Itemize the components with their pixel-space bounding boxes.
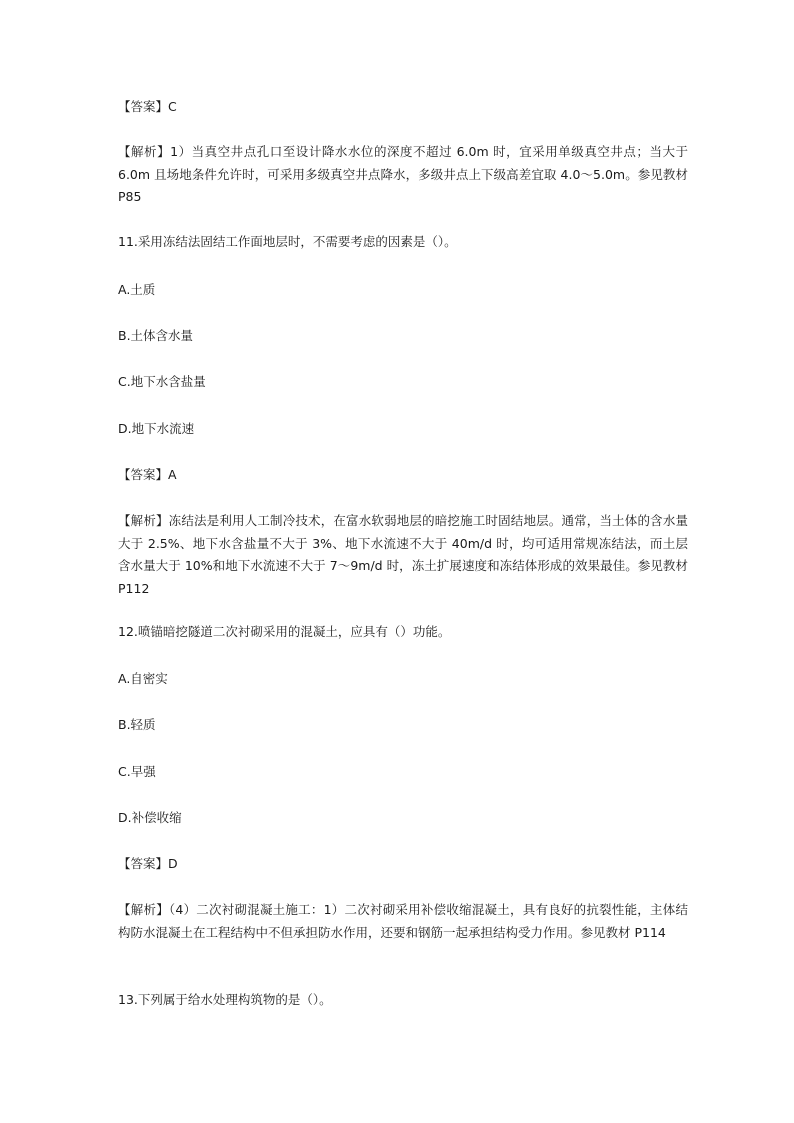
q11-option-c: C.地下水含盐量 bbox=[118, 374, 206, 389]
q11-option-a: A.土质 bbox=[118, 282, 156, 297]
answer-12: 【答案】D bbox=[118, 856, 178, 871]
question-12: 12.喷锚暗挖隧道二次衬砌采用的混凝土，应具有（）功能。 bbox=[118, 624, 451, 639]
q11-option-b: B.土体含水量 bbox=[118, 328, 194, 343]
question-11: 11.采用冻结法固结工作面地层时，不需要考虑的因素是（）。 bbox=[118, 234, 457, 249]
q12-option-b: B.轻质 bbox=[118, 717, 156, 732]
answer-11: 【答案】A bbox=[118, 467, 177, 482]
q12-option-a: A.自密实 bbox=[118, 671, 168, 686]
question-13: 13.下列属于给水处理构筑物的是（）。 bbox=[118, 992, 332, 1007]
analysis-12: 【解析】（4）二次衬砌混凝土施工：1）二次衬砌采用补偿收缩混凝土，具有良好的抗裂性能，主体结构防水混凝土在工程结构中不但承担防水作用，还要和钢筋一起承担结构受力作用。参见教材 P114 bbox=[118, 902, 688, 940]
q12-option-d: D.补偿收缩 bbox=[118, 810, 182, 825]
answer-10: 【答案】C bbox=[118, 99, 177, 114]
analysis-10: 【解析】1）当真空井点孔口至设计降水水位的深度不超过 6.0m 时，宜采用单级真空井点；当大于 6.0m 且场地条件允许时，可采用多级真空井点降水，多级井点上下级高差宜取 4.0～5.0m。参见教材 P85 bbox=[118, 144, 688, 204]
q11-option-d: D.地下水流速 bbox=[118, 421, 195, 436]
analysis-11: 【解析】冻结法是利用人工制冷技术，在富水软弱地层的暗挖施工时固结地层。通常，当土体的含水量大于 2.5%、地下水含盐量不大于 3%、地下水流速不大于 40m/d 时，均可适用常规冻结法，而土层含水量大于 10%和地下水流速不大于 7～9m/d 时，冻土扩展速度和冻结体形成的效果最佳。参见教材 P112 bbox=[118, 513, 688, 596]
q12-option-c: C.早强 bbox=[118, 764, 156, 779]
